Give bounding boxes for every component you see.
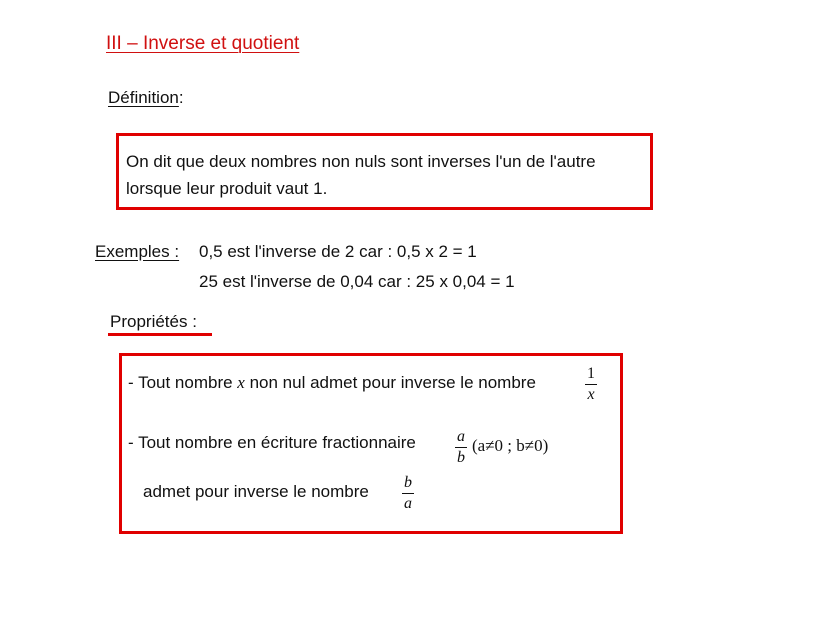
property-1 xyxy=(128,373,536,393)
fraction-b-over-a xyxy=(402,474,414,513)
example-line-1: 0,5 est l'inverse de 2 car : 0,5 x 2 = 1 xyxy=(199,242,477,261)
example-line-2: 25 est l'inverse de 0,04 car : 25 x 0,04 = 1 xyxy=(199,272,515,291)
fraction-bar xyxy=(455,447,467,448)
examples-label: Exemples : xyxy=(95,242,180,261)
definition-line-1: On dit que deux nombres non nuls sont inverses l'un de l'autre xyxy=(126,152,596,171)
fraction-numerator: b xyxy=(404,474,412,491)
property-1-text-end: non nul admet pour inverse le nombre xyxy=(244,373,536,392)
property-1-text-start: - Tout nombre xyxy=(128,373,238,392)
definition-label-colon: : xyxy=(178,88,184,107)
property-3: admet pour inverse le nombre xyxy=(143,482,369,501)
fraction-numerator: 1 xyxy=(587,365,595,382)
definition-label xyxy=(108,88,184,108)
fraction-bar xyxy=(585,384,597,385)
fraction-denominator: b xyxy=(457,449,465,466)
property-1-variable: x xyxy=(237,373,245,392)
fraction-denominator: x xyxy=(587,386,595,403)
fraction-a-over-b xyxy=(455,428,467,467)
fraction-one-over-x xyxy=(585,365,597,404)
fraction-condition: (a≠0 ; b≠0) xyxy=(472,436,549,455)
fraction-bar xyxy=(402,493,414,494)
definition-line-2: lorsque leur produit vaut 1. xyxy=(126,179,328,198)
section-title: III – Inverse et quotient xyxy=(106,33,300,54)
properties-label: Propriétés : xyxy=(110,312,197,331)
property-2: - Tout nombre en écriture fractionnaire xyxy=(128,433,416,452)
fraction-numerator: a xyxy=(457,428,465,445)
fraction-denominator: a xyxy=(404,495,412,512)
definition-label-text: Définition xyxy=(108,88,179,107)
properties-underline xyxy=(108,333,212,336)
